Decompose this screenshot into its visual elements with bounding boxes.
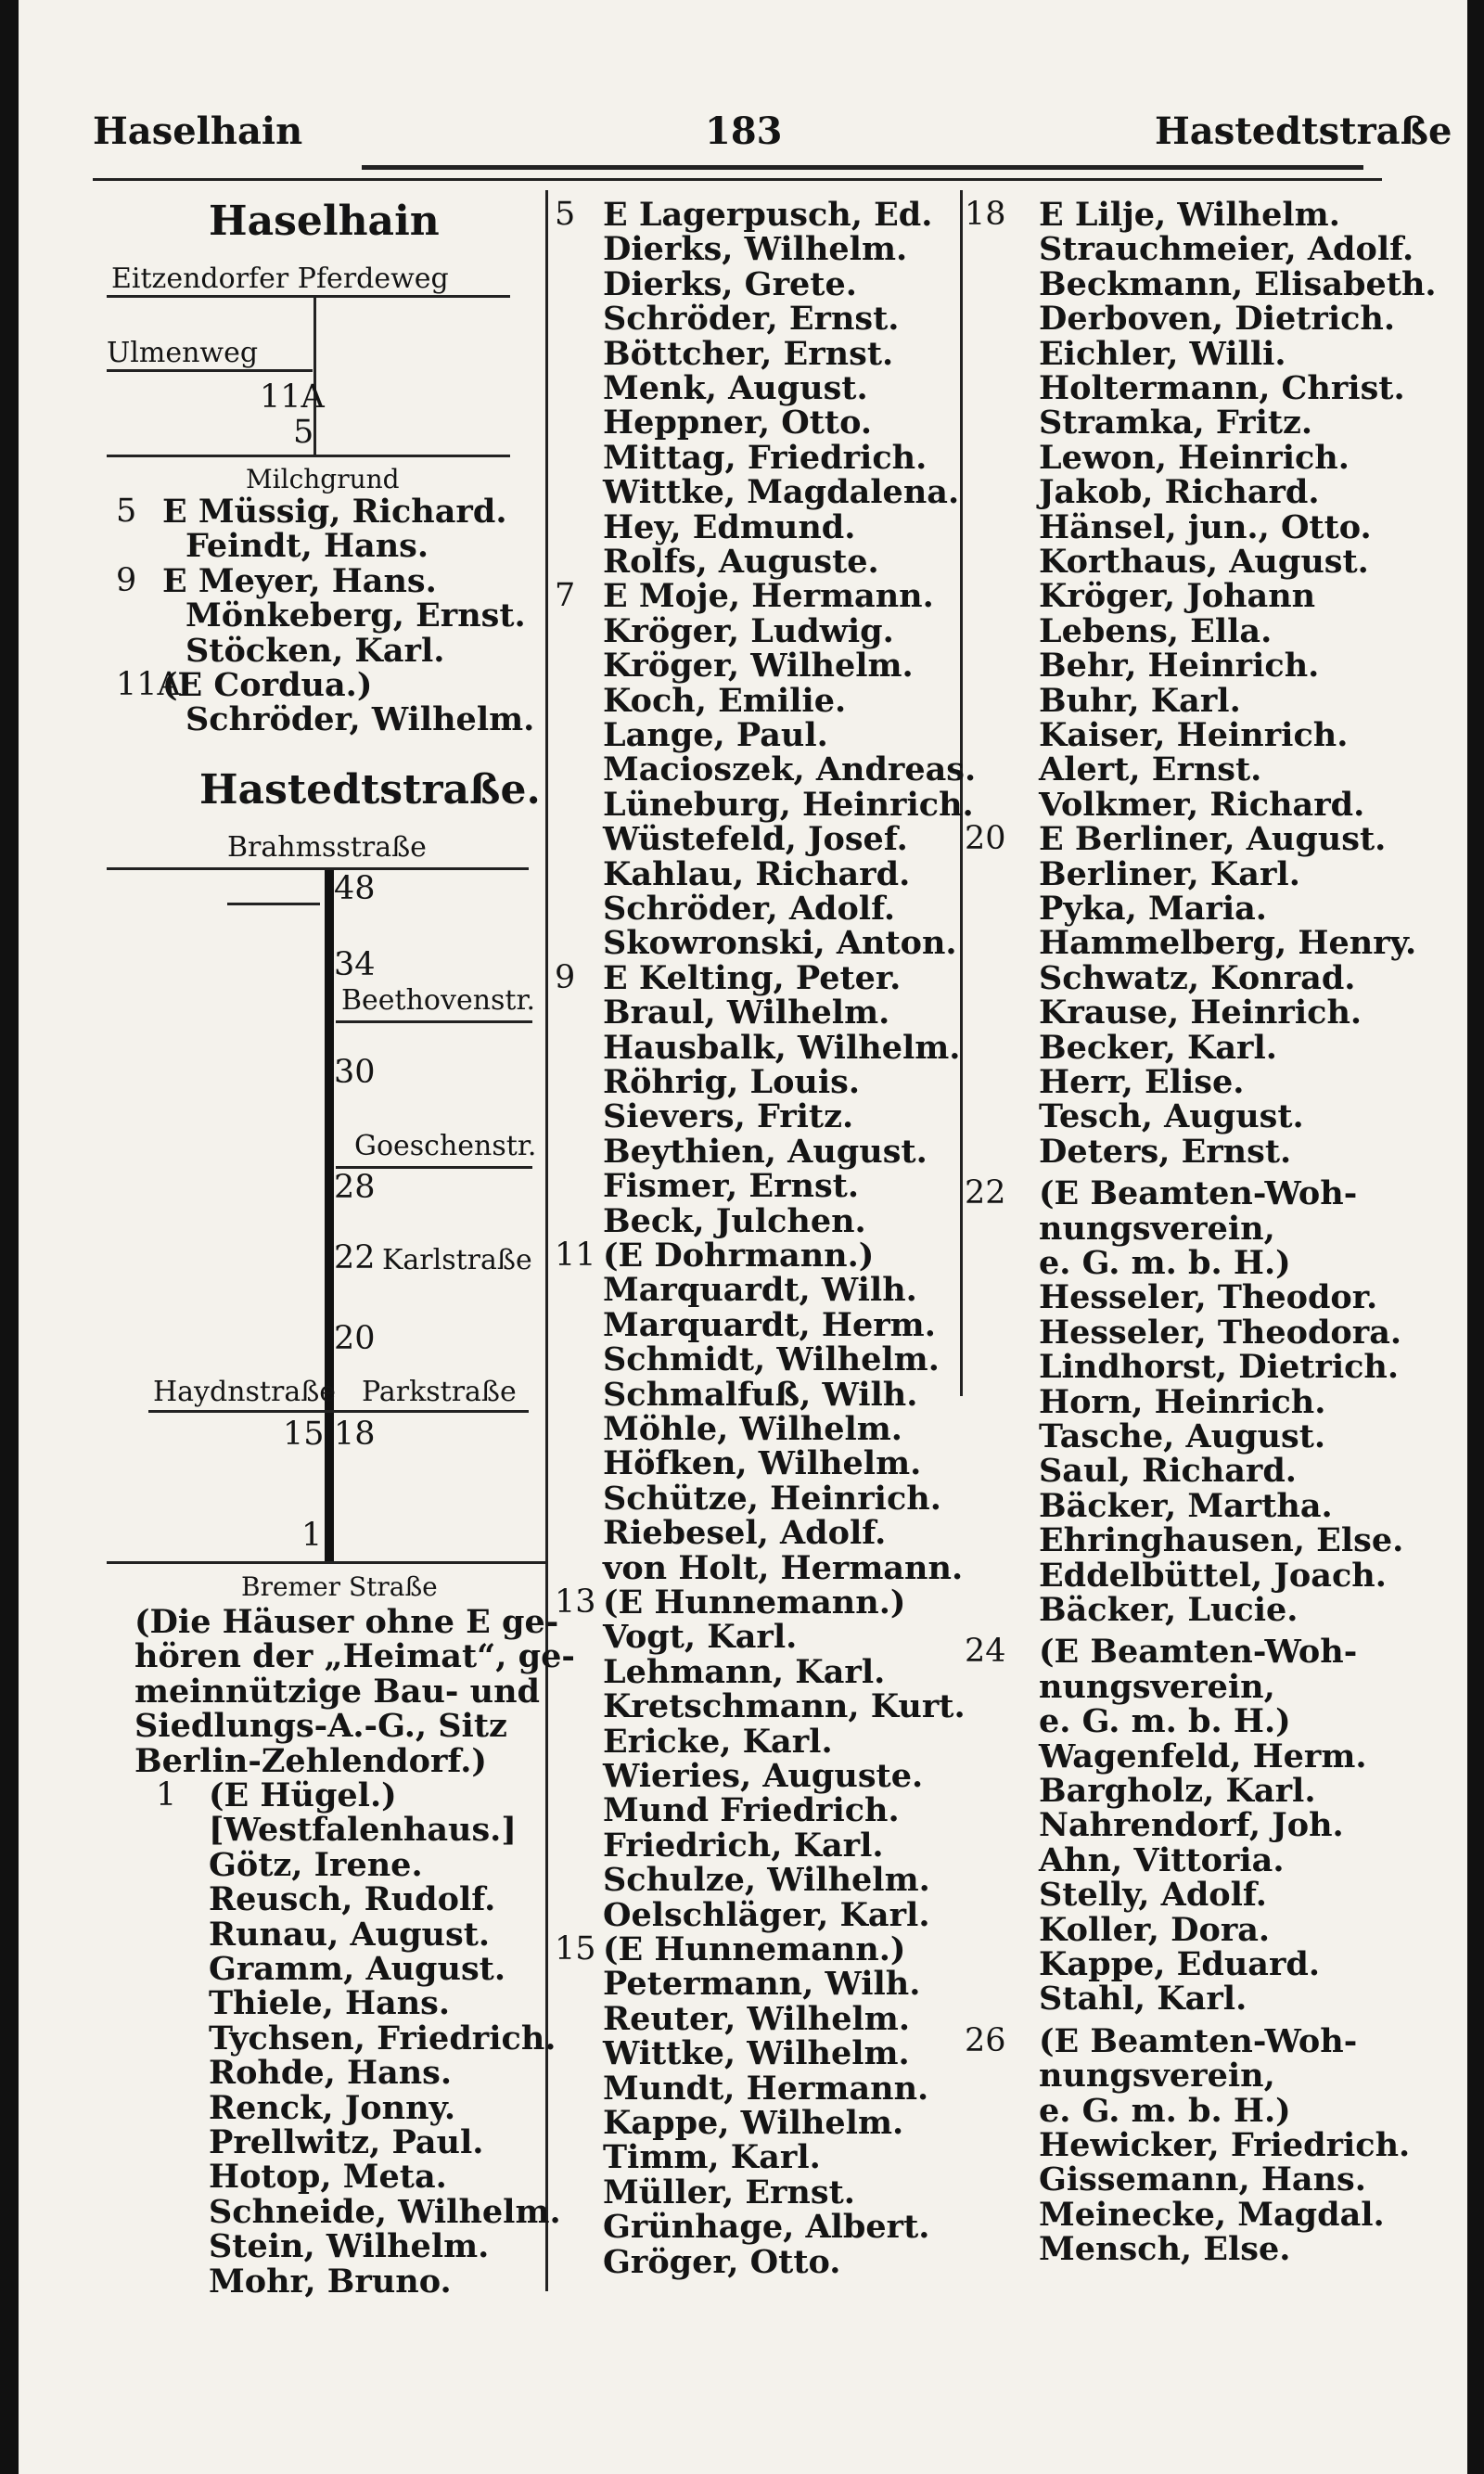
resident-name: Friedrich, Karl. — [603, 1827, 884, 1865]
resident-name: Schneide, Wilhelm. — [209, 2193, 561, 2231]
house-number: 24 — [965, 1633, 1006, 1670]
resident-name: Hammelberg, Henry. — [1039, 924, 1417, 962]
street-axis-hastedt — [325, 870, 334, 1561]
resident-name: Ahn, Vittoria. — [1039, 1841, 1285, 1879]
resident-name: Horn, Heinrich. — [1039, 1383, 1326, 1421]
resident-name: Marquardt, Herm. — [603, 1306, 936, 1344]
resident-name: (E Beamten-Woh- — [1039, 2022, 1358, 2060]
resident-name: Eichler, Willi. — [1039, 335, 1286, 373]
house-number: 48 — [334, 870, 376, 907]
resident-name: Beythien, August. — [603, 1133, 928, 1171]
resident-name: Kröger, Wilhelm. — [603, 647, 914, 685]
resident-name: Schröder, Adolf. — [603, 890, 896, 928]
resident-name: Berliner, Karl. — [1039, 855, 1300, 893]
resident-name: Bäcker, Lucie. — [1039, 1591, 1298, 1629]
resident-name: Kappe, Eduard. — [1039, 1945, 1321, 1983]
resident-name: Prellwitz, Paul. — [209, 2123, 484, 2161]
resident-name: Fismer, Ernst. — [603, 1167, 860, 1205]
note-line: (Die Häuser ohne E ge- — [134, 1603, 559, 1641]
resident-name: Krause, Heinrich. — [1039, 993, 1362, 1032]
resident-name: Macioszek, Andreas. — [603, 750, 977, 788]
resident-name: Hausbalk, Wilhelm. — [603, 1029, 961, 1067]
house-number: 1 — [301, 1517, 323, 1554]
house-number: 15 — [283, 1416, 325, 1453]
resident-name: E Moje, Hermann. — [603, 577, 934, 615]
resident-name: Reuter, Wilhelm. — [603, 2000, 911, 2038]
resident-name: Böttcher, Ernst. — [603, 335, 894, 373]
resident-name: Kaiser, Heinrich. — [1039, 716, 1349, 754]
resident-name: Thiele, Hans. — [209, 1984, 451, 2022]
house-number: 15 — [555, 1930, 596, 1968]
resident-name: Beck, Julchen. — [603, 1202, 866, 1240]
resident-name: Hänsel, jun., Otto. — [1039, 508, 1372, 546]
hastedtstrasse-title: Hastedtstraße. — [199, 766, 541, 814]
cross-street-eitzendorfer: Eitzendorfer Pferdeweg — [111, 263, 449, 295]
resident-name: nungsverein, — [1039, 2057, 1275, 2095]
header-rule-top — [362, 165, 1363, 170]
resident-name: nungsverein, — [1039, 1210, 1275, 1248]
resident-name: Schulze, Wilhelm. — [603, 1861, 930, 1899]
house-number: 20 — [334, 1320, 376, 1357]
street-line — [227, 903, 320, 905]
resident-name: e. G. m. b. H.) — [1039, 1244, 1291, 1282]
resident-name: E Müssig, Richard. — [162, 493, 507, 531]
resident-name: Kröger, Johann — [1039, 577, 1316, 615]
resident-name: (E Hunnemann.) — [603, 1930, 906, 1968]
resident-name: Stöcken, Karl. — [186, 632, 445, 670]
resident-name: Lange, Paul. — [603, 716, 828, 754]
resident-name: Röhrig, Louis. — [603, 1063, 861, 1101]
house-number: 34 — [334, 946, 376, 983]
resident-name: Koller, Dora. — [1039, 1911, 1271, 1949]
street-line — [107, 1561, 547, 1564]
cross-street-milchgrund: Milchgrund — [246, 464, 400, 494]
cross-street-bremer-strasse: Bremer Straße — [241, 1571, 438, 1602]
resident-name: Saul, Richard. — [1039, 1452, 1297, 1490]
resident-name: Strauchmeier, Adolf. — [1039, 230, 1414, 268]
resident-name: Eddelbüttel, Joach. — [1039, 1557, 1387, 1595]
note-line: hören der „Heimat“, ge- — [134, 1637, 575, 1675]
resident-name: Marquardt, Wilh. — [603, 1271, 917, 1309]
street-line — [107, 867, 529, 870]
house-number: 7 — [555, 577, 576, 614]
directory-page — [19, 0, 1467, 2474]
resident-name: Hesseler, Theodora. — [1039, 1314, 1402, 1352]
house-number: 13 — [555, 1583, 596, 1621]
house-number: 11 — [555, 1237, 596, 1274]
house-number: 5 — [293, 414, 314, 451]
resident-name: Oelschläger, Karl. — [603, 1896, 930, 1934]
house-number: 30 — [334, 1054, 376, 1091]
resident-name: Lewon, Heinrich. — [1039, 439, 1350, 477]
resident-name: Beckmann, Elisabeth. — [1039, 265, 1437, 303]
header-rule-bottom — [93, 178, 1382, 181]
resident-name: Renck, Jonny. — [209, 2089, 456, 2127]
resident-name: Sievers, Fritz. — [603, 1097, 854, 1135]
resident-name: Mohr, Bruno. — [209, 2262, 452, 2301]
resident-name: Deters, Ernst. — [1039, 1133, 1292, 1171]
resident-name: Skowronski, Anton. — [603, 924, 957, 962]
resident-name: Dierks, Wilhelm. — [603, 230, 908, 268]
house-number: 11A — [116, 666, 181, 703]
resident-name: Wagenfeld, Herm. — [1039, 1737, 1367, 1775]
resident-name: Vogt, Karl. — [603, 1618, 798, 1656]
resident-name: Bäcker, Martha. — [1039, 1487, 1333, 1525]
resident-name: Gissemann, Hans. — [1039, 2160, 1366, 2198]
resident-name: Jakob, Richard. — [1039, 473, 1320, 511]
house-number: 9 — [555, 959, 576, 996]
resident-name: Herr, Elise. — [1039, 1063, 1245, 1101]
resident-name: (E Dohrmann.) — [603, 1237, 875, 1275]
resident-name: Reusch, Rudolf. — [209, 1880, 496, 1918]
resident-name: Grünhage, Albert. — [603, 2208, 930, 2246]
resident-name: Volkmer, Richard. — [1039, 786, 1365, 824]
resident-name: Tychsen, Friedrich. — [209, 2019, 556, 2057]
resident-name: Wüstefeld, Josef. — [603, 820, 908, 858]
resident-name: Mensch, Else. — [1039, 2230, 1291, 2268]
cross-street-parkstrasse: Parkstraße — [362, 1376, 517, 1408]
resident-name: Petermann, Wilh. — [603, 1965, 921, 2003]
resident-name: Dierks, Grete. — [603, 265, 857, 303]
resident-name: nungsverein, — [1039, 1668, 1275, 1706]
resident-name: Mönkeberg, Ernst. — [186, 596, 526, 635]
house-number: 5 — [555, 196, 576, 233]
street-line — [107, 455, 510, 457]
resident-name: Gramm, August. — [209, 1950, 506, 1988]
house-number: 26 — [965, 2022, 1006, 2059]
resident-name: Wittke, Wilhelm. — [603, 2034, 910, 2072]
street-line — [107, 295, 510, 298]
house-number: 1 — [156, 1776, 177, 1814]
resident-name: Rolfs, Auguste. — [603, 543, 879, 581]
street-line — [148, 1410, 529, 1413]
resident-name: Riebesel, Adolf. — [603, 1514, 887, 1552]
cross-street-karlstrasse: Karlstraße — [382, 1244, 532, 1276]
resident-name: Höfken, Wilhelm. — [603, 1444, 922, 1482]
resident-name: Hotop, Meta. — [209, 2158, 447, 2196]
resident-name: Tasche, August. — [1039, 1417, 1326, 1455]
resident-name: [Westfalenhaus.] — [209, 1811, 517, 1849]
resident-name: Schröder, Ernst. — [603, 300, 900, 338]
resident-name: Koch, Emilie. — [603, 682, 847, 720]
resident-name: Ehringhausen, Else. — [1039, 1521, 1404, 1559]
house-number: 18 — [334, 1416, 376, 1453]
resident-name: E Meyer, Hans. — [162, 562, 437, 600]
note-line: meinnützige Bau- und — [134, 1673, 540, 1711]
resident-name: Korthaus, August. — [1039, 543, 1369, 581]
running-head-right: Hastedtstraße — [1155, 109, 1452, 153]
resident-name: Feindt, Hans. — [186, 527, 429, 565]
resident-name: Stein, Wilhelm. — [209, 2227, 490, 2265]
resident-name: Heppner, Otto. — [603, 404, 872, 442]
street-axis — [313, 297, 316, 455]
street-line — [107, 369, 313, 372]
resident-name: Menk, August. — [603, 369, 868, 407]
resident-name: Lebens, Ella. — [1039, 612, 1273, 650]
resident-name: Tesch, August. — [1039, 1097, 1304, 1135]
resident-name: Hewicker, Friedrich. — [1039, 2126, 1411, 2164]
resident-name: Götz, Irene. — [209, 1846, 423, 1884]
street-line — [336, 1020, 532, 1023]
resident-name: Schmalfuß, Wilh. — [603, 1376, 918, 1414]
resident-name: E Lagerpusch, Ed. — [603, 196, 933, 234]
resident-name: Derboven, Dietrich. — [1039, 300, 1396, 338]
resident-name: Timm, Karl. — [603, 2138, 821, 2176]
haselhain-title: Haselhain — [209, 198, 440, 245]
resident-name: Nahrendorf, Joh. — [1039, 1806, 1344, 1844]
house-number: 9 — [116, 562, 137, 599]
resident-name: Bargholz, Karl. — [1039, 1772, 1316, 1810]
resident-name: Müller, Ernst. — [603, 2173, 855, 2211]
resident-name: (E Cordua.) — [162, 666, 373, 704]
resident-name: Pyka, Maria. — [1039, 890, 1267, 928]
resident-name: e. G. m. b. H.) — [1039, 1702, 1291, 1740]
cross-street-brahmsstrasse: Brahmsstraße — [227, 831, 427, 864]
resident-name: Mundt, Hermann. — [603, 2070, 929, 2108]
resident-name: Holtermann, Christ. — [1039, 369, 1405, 407]
resident-name: Stahl, Karl. — [1039, 1980, 1247, 2018]
resident-name: (E Beamten-Woh- — [1039, 1633, 1358, 1671]
resident-name: Alert, Ernst. — [1039, 750, 1262, 788]
resident-name: Hey, Edmund. — [603, 508, 856, 546]
resident-name: Stramka, Fritz. — [1039, 404, 1313, 442]
resident-name: Braul, Wilhelm. — [603, 993, 890, 1032]
resident-name: E Lilje, Wilhelm. — [1039, 196, 1340, 234]
cross-street-goeschenstr: Goeschenstr. — [354, 1130, 537, 1162]
house-number: 22 — [334, 1239, 376, 1276]
resident-name: Wieries, Auguste. — [603, 1757, 924, 1795]
resident-name: Meinecke, Magdal. — [1039, 2196, 1385, 2234]
resident-name: Schwatz, Konrad. — [1039, 959, 1356, 997]
house-number: 20 — [965, 820, 1006, 857]
resident-name: Gröger, Otto. — [603, 2243, 841, 2281]
resident-name: Stelly, Adolf. — [1039, 1876, 1267, 1914]
resident-name: Lehmann, Karl. — [603, 1653, 886, 1691]
resident-name: (E Hügel.) — [209, 1776, 397, 1814]
page-number: 183 — [705, 109, 783, 153]
resident-name: Lüneburg, Heinrich. — [603, 786, 974, 824]
cross-street-ulmenweg: Ulmenweg — [107, 337, 259, 369]
resident-name: Kappe, Wilhelm. — [603, 2104, 904, 2142]
resident-name: Mund Friedrich. — [603, 1791, 900, 1829]
resident-name: Hesseler, Theodor. — [1039, 1278, 1378, 1316]
resident-name: Behr, Heinrich. — [1039, 647, 1320, 685]
resident-name: Schütze, Heinrich. — [603, 1480, 941, 1518]
resident-name: Schröder, Wilhelm. — [186, 700, 535, 738]
cross-street-beethovenstr: Beethovenstr. — [341, 984, 536, 1017]
house-number: 22 — [965, 1174, 1006, 1211]
resident-name: Kretschmann, Kurt. — [603, 1687, 966, 1725]
column-separator-1 — [545, 190, 548, 2291]
resident-name: Rohde, Hans. — [209, 2054, 453, 2092]
house-number: 11A — [260, 378, 325, 416]
resident-name: Buhr, Karl. — [1039, 682, 1241, 720]
resident-name: E Berliner, August. — [1039, 820, 1387, 858]
resident-name: Schmidt, Wilhelm. — [603, 1340, 940, 1378]
resident-name: Becker, Karl. — [1039, 1029, 1277, 1067]
resident-name: (E Beamten-Woh- — [1039, 1174, 1358, 1212]
house-number: 28 — [334, 1169, 376, 1206]
house-number: 5 — [116, 493, 137, 530]
resident-name: (E Hunnemann.) — [603, 1583, 906, 1622]
resident-name: Lindhorst, Dietrich. — [1039, 1348, 1400, 1386]
resident-name: Möhle, Wilhelm. — [603, 1410, 902, 1448]
house-number: 18 — [965, 196, 1006, 233]
resident-name: Kröger, Ludwig. — [603, 612, 894, 650]
resident-name: Ericke, Karl. — [603, 1723, 833, 1761]
resident-name: e. G. m. b. H.) — [1039, 2092, 1291, 2130]
resident-name: E Kelting, Peter. — [603, 959, 902, 997]
cross-street-haydnstrasse: Haydnstraße — [153, 1376, 336, 1408]
resident-name: Runau, August. — [209, 1916, 491, 1954]
resident-name: Wittke, Magdalena. — [603, 473, 960, 511]
note-line: Siedlungs-A.-G., Sitz — [134, 1707, 507, 1745]
resident-name: von Holt, Hermann. — [603, 1549, 964, 1587]
resident-name: Kahlau, Richard. — [603, 855, 911, 893]
resident-name: Mittag, Friedrich. — [603, 439, 928, 477]
note-line: Berlin-Zehlendorf.) — [134, 1742, 487, 1780]
running-head-left: Haselhain — [93, 109, 303, 153]
